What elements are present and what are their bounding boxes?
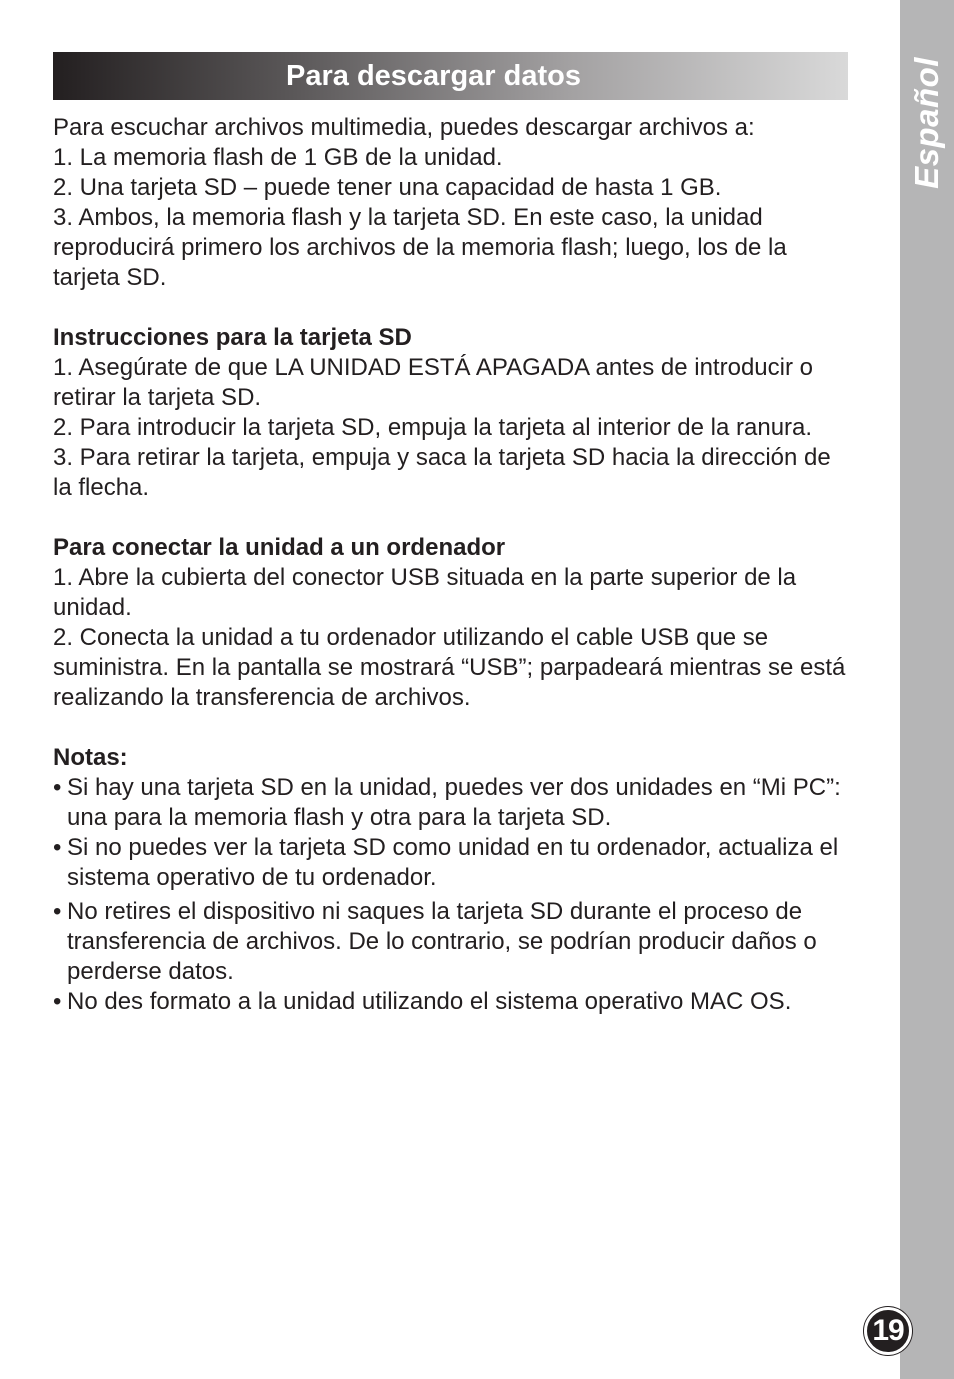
note-item-4 [53,987,853,1017]
sd-instruction-1: 1. Asegúrate de que LA UNIDAD ESTÁ APAGADA antes de introducir o retirar la tarjeta SD. [53,354,813,411]
bullet-icon: • [53,898,62,925]
document-body [53,113,853,1017]
page-title: Para descargar datos [286,60,581,92]
bullet-icon: • [53,834,62,861]
section-spacer [53,713,853,743]
notes-heading: Notas: [53,744,128,771]
note-item-3 [53,897,853,987]
language-label: Español [908,57,945,189]
note-item-1 [53,773,853,833]
intro-lead: Para escuchar archivos multimedia, puedes descargar archivos a: [53,114,755,141]
connect-computer-heading: Para conectar la unidad a un ordenador [53,534,506,561]
sd-instruction-2: 2. Para introducir la tarjeta SD, empuja la tarjeta al interior de la ranura. [53,414,813,441]
language-side-tab [900,0,954,1379]
section-spacer [53,503,853,533]
note-text-2: Si no puedes ver la tarjeta SD como unidad en tu ordenador, actualiza el sistema operativo de tu ordenador. [67,834,839,891]
note-text-1: Si hay una tarjeta SD en la unidad, puedes ver dos unidades en “Mi PC”: una para la memoria flash y otra para la tarjeta SD. [67,774,841,831]
note-text-3: No retires el dispositivo ni saques la tarjeta SD durante el proceso de transferencia de archivos. De lo contrario, se podrían producir daños o perderse datos. [67,898,817,985]
intro-item-1: 1. La memoria flash de 1 GB de la unidad. [53,144,503,171]
note-text-4: No des formato a la unidad utilizando el sistema operativo MAC OS. [67,988,792,1015]
sd-instructions-heading: Instrucciones para la tarjeta SD [53,324,412,351]
sd-instruction-3: 3. Para retirar la tarjeta, empuja y saca la tarjeta SD hacia la dirección de la flecha. [53,444,831,501]
page-number-badge: 19 [864,1307,912,1355]
intro-item-3: 3. Ambos, la memoria flash y la tarjeta SD. En este caso, la unidad reproducirá primero los archivos de la memoria flash; luego, los de la tarjeta SD. [53,204,787,291]
bullet-icon: • [53,988,62,1015]
intro-item-2: 2. Una tarjeta SD – puede tener una capacidad de hasta 1 GB. [53,174,722,201]
connect-step-2: 2. Conecta la unidad a tu ordenador utilizando el cable USB que se suministra. En la pantalla se mostrará “USB”; parpadeará mientras se está realizando la transferencia de archivos. [53,624,846,711]
note-item-2 [53,833,853,893]
section-title-bar [53,52,848,100]
connect-step-1: 1. Abre la cubierta del conector USB situada en la parte superior de la unidad. [53,564,797,621]
section-spacer [53,293,853,323]
bullet-icon: • [53,774,62,801]
